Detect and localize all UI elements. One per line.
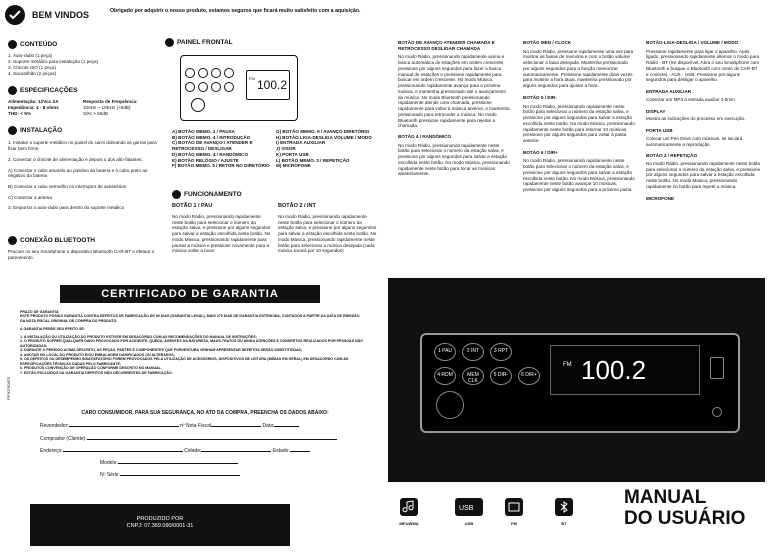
produced-box — [30, 504, 290, 546]
certificado-body — [20, 310, 365, 375]
bluetooth-icon — [8, 236, 17, 245]
m-title: MICROFONE — [646, 195, 675, 201]
radio-diagram — [180, 55, 298, 121]
manual-line2: DO USUÁRIO — [624, 508, 746, 529]
badge-label: BT — [561, 521, 567, 526]
c-text: No modo Rádio, pressionando rapidamente acima e busca automática de estações em ordem crescente, pressione por alguns segundos para fazer a busca manual de estações e pressione rapidamente para buscar em ordem crescente. No modo Música, pressionando rapidamente avança para a próxima música, e mantenha pressionado até o avançamento da música. No modo Bluetooth pressionando rapidamente atende uma chamada, pressione rapidamente para voltar à música anterior, e mantenha pressionado para retroceder a música. No modo Bluetooth pressione rapidamente para rejeitar a chamada. — [398, 54, 510, 129]
g-text: No modo Rádio, pressionando rapidamente neste botão para selecionar o número da estação salva, e pressione por alguns segundos para salvar a estação escolhida neste botão. No modo Música, pressionando rapidamente neste botão avançar 10 músicas, pressione por alguns segundos para a próxima pasta. — [523, 158, 635, 193]
device-aux-port — [712, 407, 722, 417]
device-button: 2 INT — [462, 343, 484, 361]
instalacao-step: 3. Empurrar o auto-rádio para dentro do suporte metálico — [8, 205, 125, 211]
especificacoes-section — [8, 86, 158, 123]
perde-item: 4. ANOTAR NO LOCAL DO PRODUTO E/OU EMBALAGEM DANIFICADOS OU ALTERADOS; — [20, 352, 175, 357]
radio-display-value: 100.2 — [257, 78, 288, 92]
funcionamento-section — [172, 190, 242, 199]
device-body — [420, 333, 740, 433]
d-title: BOTÃO 4 / RANDÔMICO — [398, 134, 452, 140]
spec-thd: THD: < 5% — [8, 110, 31, 116]
j-text: Mostra as indicações do processo em execução. — [646, 116, 746, 122]
device-button: MEM CLK — [462, 367, 484, 385]
painel-legend-left — [172, 129, 272, 169]
k-text: Colocar um Pen Drive com músicas, se iniciará automaticamente a reprodução — [646, 135, 743, 147]
consumer-form — [40, 410, 370, 479]
legend-item: A) BOTÃO MEMO. 1 / PAUSA — [172, 129, 235, 134]
conteudo-section — [8, 40, 158, 76]
col5 — [646, 40, 761, 201]
device-volume-knob — [436, 391, 464, 419]
perde-item: 6. PRODUTOS CONVENÇÃO DE OPERAÇÃO CONFORME DESCRITO NO MANUAL. — [20, 366, 162, 371]
instalacao-title: INSTALAÇÃO — [20, 127, 63, 135]
field-cidade: Cidade: — [184, 447, 202, 454]
radio-btn-b — [198, 68, 208, 78]
manual-line1: MANUAL — [624, 487, 707, 508]
gear-icon — [172, 190, 181, 199]
legend-item: G) BOTÃO MEMO. 6 / AVANÇO DIRETÓRIO — [276, 129, 370, 134]
botao2-title: BOTÃO 2 / INT — [278, 203, 316, 209]
painel-legend-right — [276, 129, 376, 169]
perde-item: 2. O PRODUTO SOFRER QUALQUER DANO PROVOCADO POR ACIDENTE, QUEDA, AGENTES DA NATUREZA, MAUS-TRATOS OU AINDA ATENÇÕES E CONSERTOS REALIZADOS POR PESSOAS NÃO AUTORIZADAS; — [20, 339, 364, 348]
header-message: Obrigado por adquirir o nosso produto, estamos seguros que ficará muito satisfeito com a aquisição. — [110, 8, 361, 14]
produced-cnpj: CNPJ: 07.369.090/0001-31 — [126, 522, 194, 529]
radio-knob — [191, 98, 205, 112]
f-text: No modo Rádio, pressionando rapidamente neste botão para selecionar o número da estação salva, e pressione por alguns segundos para salvar a estação escolhida neste botão. No modo Música, pressionando rapidamente neste botão para retornar 10 músicas, pressione por alguns segundos para voltar à pasta anterior. — [523, 103, 635, 144]
legend-item: K) PORTA USB — [276, 151, 309, 157]
usb-icon — [455, 498, 483, 516]
legend-item: J) VISOR — [276, 146, 296, 152]
radio-btn-e — [198, 82, 208, 92]
bluetooth-text: Procure no seu Smartphone o dispositivo Bluetooth CAR-BT e efetuar o pareamento. — [8, 249, 155, 261]
device-button: 6 DIR+ — [518, 367, 540, 385]
badge-label: USB — [464, 521, 474, 526]
prazo-title: PRAZO DE GARANTIA — [20, 310, 59, 314]
conteudo-item: 4. Sacanilhão (2 peças) — [8, 70, 57, 76]
conteudo-item: 1. Auto-rádio (1 peça) — [8, 53, 53, 59]
form-prompt: CARO CONSUMIDOR, PARA SUA SEGURANÇA, NO ATO DA COMPRA, PREENCHA OS DADOS ABAIXO: — [81, 410, 329, 416]
field-endereco: Endereço: — [40, 447, 63, 454]
instalacao-step: 1. Instalar o suporte metálico no painel do carro dobrando as garras para fixar bem firme — [8, 140, 157, 152]
perde-item: 5. OS DEFEITOS OU DESEMPENHO INSATISFATÓRIO FOREM PROVOCADOS PELA UTILIZAÇÃO DE ACESSÓRIOS, DISPOSITIVOS DE LEITURA (MÍDIAS EM GERAL) EM DESACORDO COM AS ESPECIFICAÇÕES TÉCNICAS DADAS PELO FABRICANTE; — [20, 357, 349, 366]
instalacao-section — [8, 126, 158, 211]
legend-item: I) ENTRADA AUXILIAR — [276, 140, 326, 146]
header-title: BEM VINDOS — [32, 10, 90, 20]
legend-item: L) BOTÃO MEMO. 3 / REPETIÇÃO — [276, 157, 350, 163]
legend-item: M) MICROFONE — [276, 163, 311, 169]
badge-label: FM — [511, 521, 517, 526]
welcome-icon — [4, 4, 26, 26]
certificado-code: PP30760875 — [6, 376, 11, 400]
spec-icon — [8, 86, 17, 95]
device-display-value: 100.2 — [581, 355, 647, 385]
spec-freq-label: Resposta de Frequência: — [83, 99, 138, 105]
radio-btn-c — [224, 68, 234, 78]
e-title: BOTÃO MEN / CLOCK — [523, 40, 572, 45]
produced-label: PRODUZIDO POR — [136, 516, 184, 522]
bluetooth-section — [8, 236, 158, 261]
conteudo-item: 3. Chicote ISO (1 peça) — [8, 64, 57, 70]
funcionamento-title: FUNCIONAMENTO — [184, 191, 242, 199]
field-nota: nº Nota Fiscal — [180, 423, 212, 430]
instalacao-step: 2. Conectar o chicote de alimentação e depois o dos alto-falantes: — [8, 156, 143, 162]
botao1-title: BOTÃO 1 / PAU — [172, 203, 213, 209]
d-text: No modo Rádio, pressionando rapidamente neste botão para selecionar o número da estação salva, e pressione por alguns segundos para salvar a estação escolhida neste botão. No modo Música, pressionando rapidamente neste botão para tocar as músicas aleatoriamente. — [398, 142, 510, 177]
l-title: BOTÃO 3 / REPETIÇÃO — [646, 153, 698, 159]
field-comprador: Comprador (Cliente): — [40, 435, 87, 442]
h-title: BOTÃO LIGA-DESLIGA / VOLUME / MODO — [646, 40, 739, 45]
instalacao-step: B) Conectar o cabo vermelho no interruptor de acessórios — [8, 184, 126, 190]
radio-btn-l — [211, 68, 221, 78]
botao1-text: No modo Rádio, pressionando rapidamente neste botão para selecionar o número da estação salva, e pressione por alguns segundos para salvar a estação escolhida neste botão. No modo Música, pressionando rapidamente para pausar a música e pressione novamente para a música voltar a tocar — [172, 213, 271, 254]
badge-label: MP3/WMA — [399, 521, 419, 526]
j-title: DISPLAY — [646, 108, 666, 114]
g-title: BOTÃO 6 / DIR+ — [523, 149, 558, 155]
perde-item: 3. DURANTE O PERÍODO ACIMA DESCRITO, AS PEÇAS, PARTES E COMPONENTES QUE PORVENTURA VENHAM APRESENTAR DEFEITOS SERÃO SUBSTITUÍDAS; — [20, 348, 303, 353]
box-icon — [8, 40, 17, 49]
legend-item: B) BOTÃO MEMO. 4 / INTRODUÇÃO — [172, 134, 251, 140]
device-usb-port — [710, 357, 724, 379]
col3 — [398, 40, 510, 177]
device-button: 1 PAU — [434, 343, 456, 361]
device-button: 3 RPT — [490, 343, 512, 361]
botao2-text: No modo Rádio, pressionando rapidamente neste botão para selecionar o número da estação salva, e pressione por alguns segundos para salvar a estação escolhida neste botão. No modo Música, pressionando rapidamente neste botão para selecionar a música desejada (cada música tocará por 10 segundos) — [278, 213, 377, 254]
painel-title: PAINEL FRONTAL — [177, 39, 233, 47]
instalacao-step: C) Conectar a antena — [8, 194, 52, 200]
perde-item: 1. A INSTALAÇÃO OU UTILIZAÇÃO DO PRODUTO ESTIVER EM DESACORDO COM AS RECOMENDAÇÕES DO MANUAL DE INSTRUÇÕES; — [20, 334, 257, 339]
device-button: 4 RDM — [434, 367, 456, 385]
field-serie: Nº Série: — [100, 472, 120, 479]
i-text: Conectar um MP3 à entrada auxiliar 3,5mm — [646, 96, 735, 102]
radio-btn-f — [211, 82, 221, 92]
radio-btn-g — [224, 82, 234, 92]
especificacoes-title: ESPECIFICAÇÕES — [20, 87, 78, 95]
painel-section — [165, 38, 375, 47]
legend-item: D) BOTÃO MEMO. 4 / RANDÔMICO — [172, 151, 249, 157]
bluetooth-badge-icon — [555, 498, 573, 516]
device-button: 5 DIR- — [490, 367, 512, 385]
music-icon — [400, 498, 418, 516]
panel-icon — [165, 38, 174, 47]
f-title: BOTÃO 5 / DIR- — [523, 94, 557, 100]
prazo-text: ESTE PRODUTO POSSUI GARANTIA CONTRA DEFEITOS DE FABRICAÇÃO DE 90 DIAS (GARANTIA LEGAL), MAIS 275 DIAS DE GARANTIA ESTENDIDA, CONTADOS A PARTIR DA DATA DE EMISSÃO DA NOTA FISCAL ORIGINAL DE COMPRA DO PRODUTO. — [20, 314, 360, 323]
k-title: PORTA USB — [646, 128, 673, 134]
l-text: No modo Rádio, pressionando rapidamente neste botão para selecionar o número da estação salva, e pressione por alguns segundos para salvar a estação escolhida neste botão. No modo Música, pressionando rapidamente no botão para repetir a música. — [646, 161, 761, 189]
field-modelo: Modelo: — [100, 460, 118, 466]
spec-freq-val: 100Hz ~ 10KHz (+6dB) — [83, 105, 131, 111]
conteudo-title: CONTEÚDO — [20, 41, 58, 49]
perde-title: A GARANTIA PERDE SEU EFEITO SE: — [20, 327, 85, 332]
certificado-title: CERTIFICADO DE GARANTIA — [60, 285, 320, 303]
field-estado: Estado: — [272, 447, 290, 454]
spec-snr: S/N: > 55dB — [83, 110, 108, 116]
radio-btn-a — [185, 68, 195, 78]
radio-fm-icon — [505, 498, 523, 516]
i-title: ENTRADA AUXILIAR — [646, 89, 692, 95]
field-revendedor: Revendedor: — [40, 423, 69, 430]
legend-item: E) BOTÃO RELÓGIO / AJUSTE — [172, 157, 239, 163]
manual-title — [624, 487, 745, 529]
device-display — [550, 345, 700, 395]
bluetooth-title: CONEXÃO BLUETOOTH — [20, 237, 95, 245]
field-data: Data: — [262, 423, 275, 430]
device-fm: FM — [563, 362, 572, 368]
legend-item: H) BOTÃO LIGA-DESLIGA VOLUME / MODO — [276, 134, 372, 140]
e-text: No modo Rádio, pressione rapidamente uma vez para mostrar as faixas de memória e com o botão volume selecionar a faixa desejada. Mantenha pressionado por alguns segundos para a função memorizar automaticamente. Pressione rapidamente duas vezes para mostrar a hora atual, mantenha pressionado por alguns segundos para ajustar a hora. — [523, 48, 634, 89]
perde-item: 7. ESTÃO EXCLUÍDOS DA GARANTIA DEFEITOS NÃO DECORRENTES DE FABRICAÇÃO. — [20, 370, 173, 375]
spec-impedancia: Impedância: 4 - 8 ohms — [8, 105, 59, 111]
botao2-block — [278, 203, 378, 254]
botao1-block — [172, 203, 272, 254]
legend-item: F) BOTÃO MEMO. 5 / RETOR NO DIRETÓRIO — [172, 163, 270, 169]
header — [0, 0, 384, 34]
device-photo — [388, 278, 765, 482]
c-title: BOTÃO DE AVANÇO ATENDER CHAMADA E RETROCESSO DESLIGAR CHAMADA — [398, 40, 495, 51]
radio-fm: FM — [249, 76, 255, 81]
svg-text:USB: USB — [459, 505, 474, 512]
legend-item: C) BOTÃO DE AVANÇO / ATENDER E RETROCESSO / DESLIGAR — [172, 140, 253, 152]
spec-alimentacao: Alimentação: 12Vcc 2A — [8, 99, 59, 105]
conteudo-item: 2. Suporte metálico para instalação (1 peça) — [8, 59, 99, 65]
wrench-icon — [8, 126, 17, 135]
instalacao-step: A) Conectar o cabo amarelo ao positivo da bateria e o cabo preto ao negativo da bateria — [8, 167, 148, 179]
h-text: Pressione rapidamente para ligar o aparelho. Após ligado, pressionando rapidamente alternar o modo para Rádio - BT (Se disponível. Abra o seu Smartphone com Bluetooth e busque o Bluetooth com nome de CAR-BT e conecte) - AUX - USB. Pressione por alguns segundos para desligar o aparelho. — [646, 48, 760, 83]
col4 — [523, 40, 635, 193]
radio-btn-d — [185, 82, 195, 92]
